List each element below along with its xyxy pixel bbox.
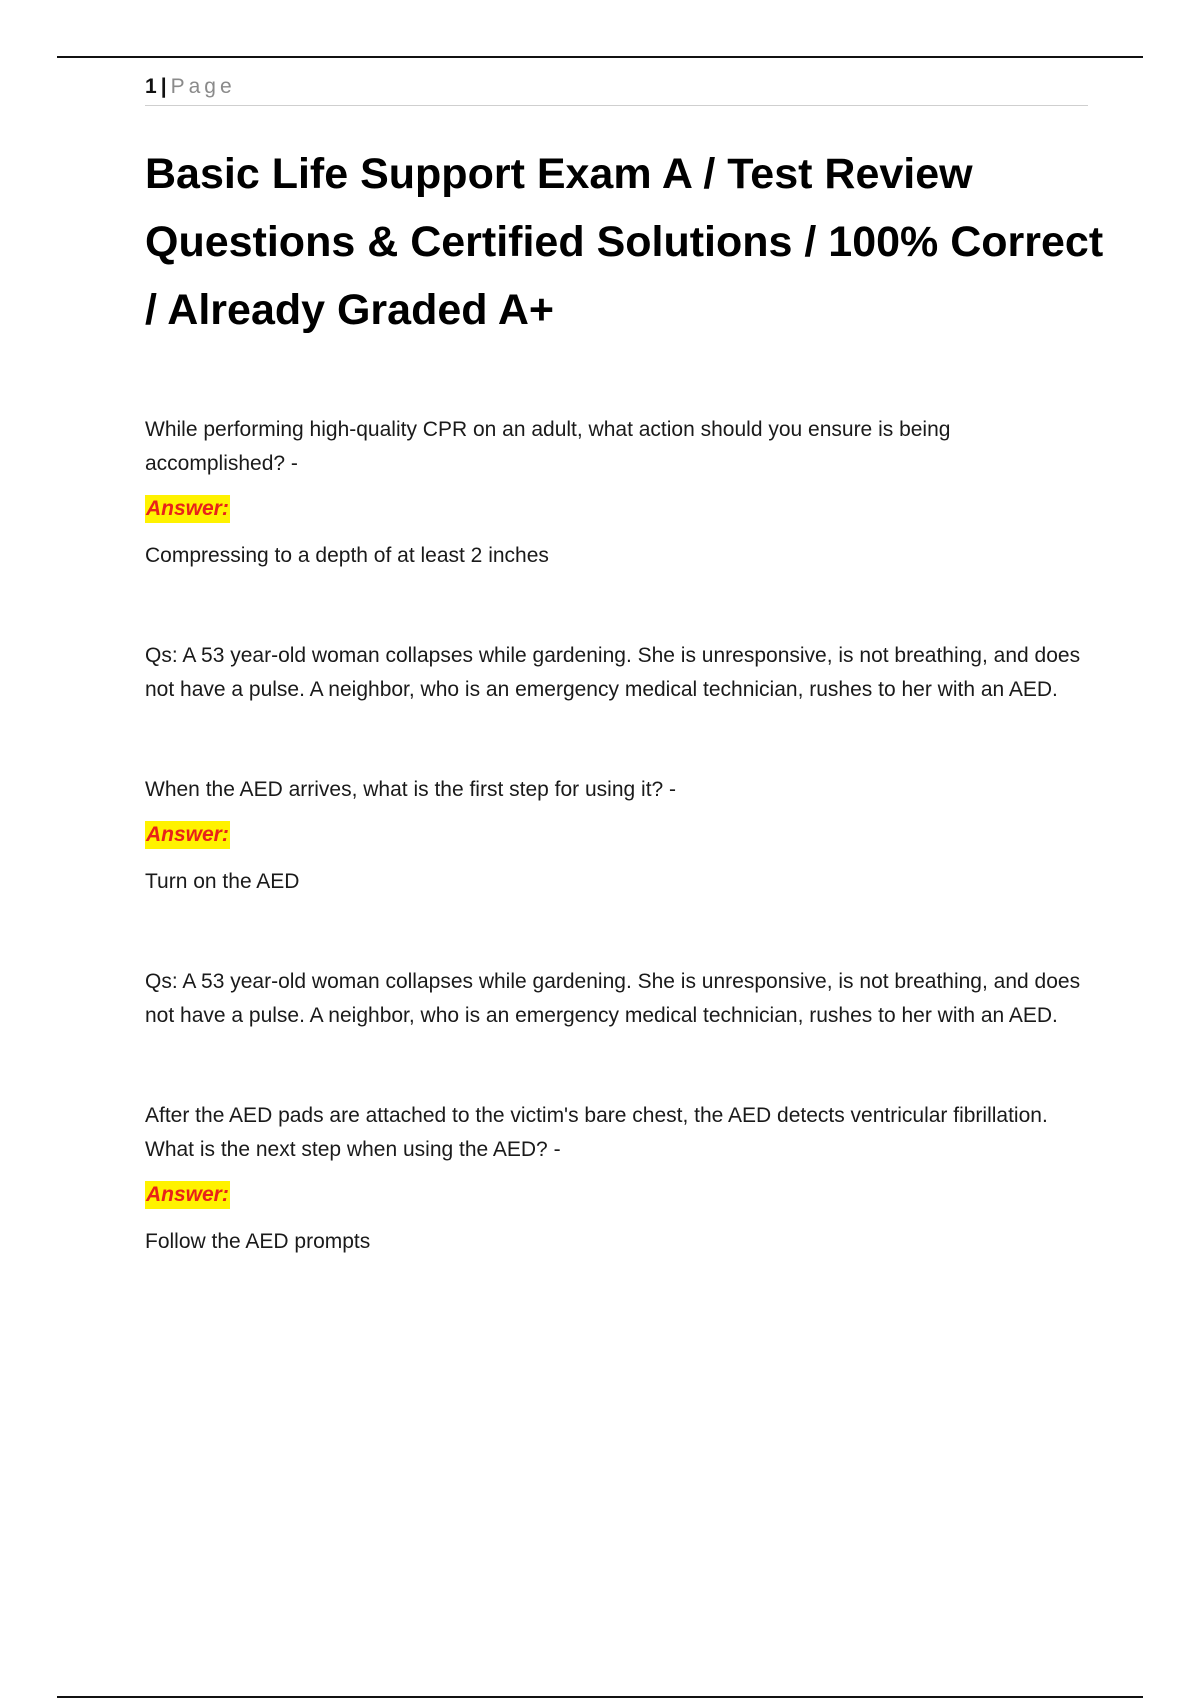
answer-text: Compressing to a depth of at least 2 inches [145,544,549,567]
question-text: When the AED arrives, what is the first step for using it? - [145,778,677,801]
answer-label: Answer: [145,495,230,523]
answer-label: Answer: [145,821,230,849]
answer-label: Answer: [145,1181,230,1209]
qa-block-1 [145,413,1090,573]
question-text: While performing high-quality CPR on an adult, what action should you ensure is being accomplished? - [145,418,951,475]
page-header [145,73,1088,106]
page-separator: | [160,75,167,98]
qa-block-3 [145,965,1090,1259]
question-text: After the AED pads are attached to the victim's bare chest, the AED detects ventricular fibrillation. What is the next step when using the AED? - [145,1104,1048,1161]
answer-text: Follow the AED prompts [145,1230,371,1253]
document-title: Basic Life Support Exam A / Test Review Questions & Certified Solutions / 100% Correct / Already Graded A+ [145,150,1104,334]
document-body [145,413,1090,1259]
spacer [145,573,1090,639]
qa-block-2 [145,639,1090,899]
scenario-text: Qs: A 53 year-old woman collapses while gardening. She is unresponsive, is not breathing, and does not have a pulse. A neighbor, who is an emergency medical technician, rushes to her with an AED. [145,644,1081,701]
bottom-border-rule [57,1696,1143,1698]
scenario-text: Qs: A 53 year-old woman collapses while gardening. She is unresponsive, is not breathing, and does not have a pulse. A neighbor, who is an emergency medical technician, rushes to her with an AED. [145,970,1081,1027]
answer-text: Turn on the AED [145,870,300,893]
spacer [145,707,1090,773]
top-border-rule [57,56,1143,58]
page-word: Page [170,75,236,98]
spacer [145,1033,1090,1099]
spacer [145,899,1090,965]
page-number: 1 [145,75,157,98]
